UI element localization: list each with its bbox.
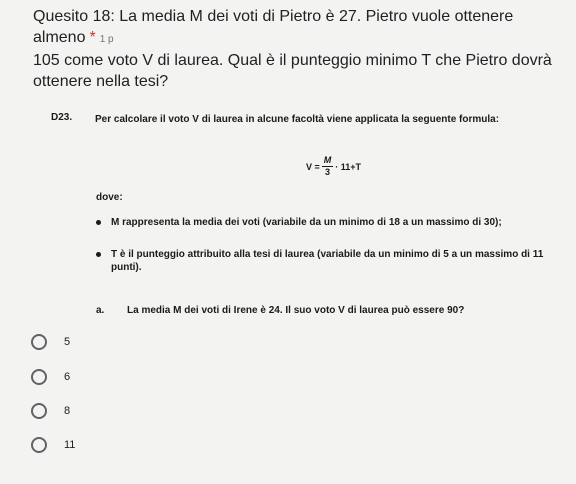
formula-lhs: V = (306, 161, 320, 172)
option-11[interactable] (31, 435, 75, 455)
bullet-text-m: M rappresenta la media dei voti (variabile da un minimo di 18 a un massimo di 30); (111, 217, 502, 228)
option-5[interactable] (31, 332, 70, 352)
points-label: 1 p (99, 34, 114, 45)
option-label: 5 (64, 336, 71, 348)
question-text-line-1: Quesito 18: La media M dei voti di Pietro è 27. Pietro vuole ottenere almeno (33, 8, 514, 46)
radio-button[interactable] (31, 437, 47, 453)
option-label: 11 (64, 439, 76, 451)
question-line-2: 105 come voto V di laurea. Qual è il punteggio minimo T che Pietro dovrà (33, 52, 552, 69)
bullet-dot-icon (96, 252, 101, 257)
exercise-intro: Per calcolare il voto V di laurea in alcune facoltà viene applicata la seguente formula: (95, 114, 500, 125)
formula-fraction (322, 155, 334, 178)
radio-button[interactable] (31, 334, 47, 350)
required-asterisk: * (89, 29, 96, 46)
bullet-text-t: T è il punteggio attribuito alla tesi di laurea (variabile da un minimo di 5 a un massimo di 11 punti). (111, 249, 544, 273)
formula (306, 155, 361, 178)
sub-question-text: La media M dei voti di Irene è 24. Il suo voto V di laurea può essere 90? (127, 305, 465, 316)
bullet-dot-icon (96, 220, 101, 225)
question-line-1 (33, 6, 571, 50)
question-image (0, 100, 576, 325)
option-6[interactable] (31, 367, 70, 387)
question-title (33, 6, 571, 92)
option-label: 8 (64, 405, 71, 417)
formula-numerator: M (323, 155, 332, 165)
option-label: 6 (64, 371, 71, 383)
formula-denominator: 3 (325, 167, 331, 177)
formula-rest: · 11+T (335, 161, 362, 172)
radio-button[interactable] (31, 369, 47, 385)
sub-question-letter: a. (96, 305, 105, 316)
dove-label: dove: (96, 192, 123, 203)
exercise-code: D23. (51, 112, 73, 123)
radio-button[interactable] (31, 403, 47, 419)
option-8[interactable] (31, 401, 70, 421)
question-line-3: ottenere nella tesi? (33, 73, 169, 90)
